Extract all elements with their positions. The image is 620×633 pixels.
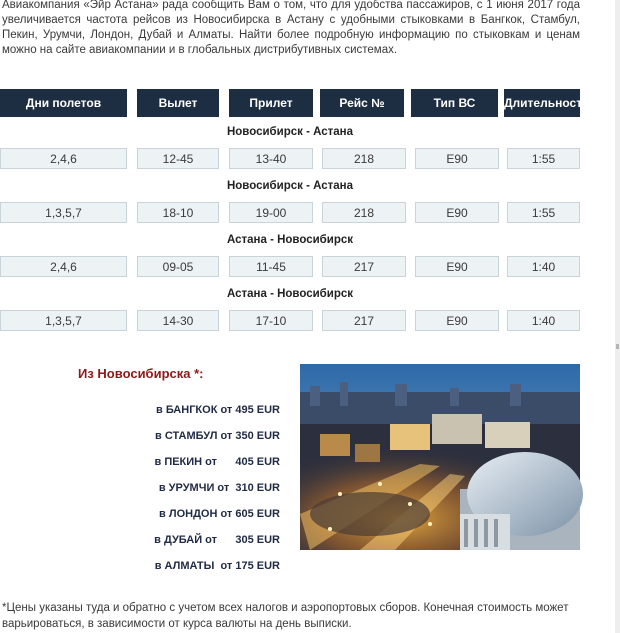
header-arrival: Прилет (229, 89, 313, 117)
route-title: Новосибирск - Астана (226, 126, 354, 138)
city-photo (300, 364, 580, 550)
header-departure: Вылет (137, 89, 219, 117)
cell-aircraft-type: E90 (415, 256, 499, 277)
price-item: в БАНГКОК от 495 EUR (156, 404, 280, 416)
cell-days: 2,4,6 (0, 256, 127, 277)
price-item: в СТАМБУЛ от 350 EUR (155, 430, 280, 442)
header-duration: Длительность (504, 89, 580, 117)
header-aircraft-type: Тип ВС (411, 89, 498, 117)
price-item: в ДУБАЙ от 305 EUR (154, 534, 280, 546)
header-flight-number: Рейс № (320, 89, 404, 117)
cell-days: 2,4,6 (0, 148, 127, 169)
cell-duration: 1:55 (507, 202, 580, 223)
cell-departure: 18-10 (137, 202, 219, 223)
cell-days: 1,3,5,7 (0, 310, 127, 331)
price-item: в УРУМЧИ от 310 EUR (158, 482, 280, 494)
route-title: Новосибирск - Астана (226, 180, 354, 192)
cell-departure: 12-45 (137, 148, 219, 169)
cell-departure: 09-05 (137, 256, 219, 277)
cell-aircraft-type: E90 (415, 310, 499, 331)
cell-flight-number: 217 (322, 310, 406, 331)
cell-arrival: 11-45 (229, 256, 313, 277)
cell-duration: 1:55 (507, 148, 580, 169)
route-title: Астана - Новосибирск (226, 234, 354, 246)
cell-arrival: 17-10 (229, 310, 313, 331)
cell-arrival: 13-40 (229, 148, 313, 169)
footnote: *Цены указаны туда и обратно с учетом всех налогов и аэропортовых сборов. Конечная стоимость может варьироваться, в зависимости от курса валюты на день выписки. (2, 602, 569, 630)
price-item: в ПЕКИН от 405 EUR (154, 456, 280, 468)
price-item: в ЛОНДОН от 605 EUR (159, 508, 280, 520)
prices-title: Из Новосибирска *: (78, 366, 204, 381)
cell-departure: 14-30 (137, 310, 219, 331)
cell-duration: 1:40 (507, 256, 580, 277)
cell-flight-number: 218 (322, 148, 406, 169)
cell-duration: 1:40 (507, 310, 580, 331)
price-item: в АЛМАТЫ от 175 EUR (154, 560, 280, 572)
cell-arrival: 19-00 (229, 202, 313, 223)
cell-aircraft-type: E90 (415, 148, 499, 169)
cell-aircraft-type: E90 (415, 202, 499, 223)
header-days: Дни полетов (0, 89, 127, 117)
cell-flight-number: 218 (322, 202, 406, 223)
intro-text: Авиакомпания «Эйр Астана» рада сообщить Вам о том, что для удобства пассажиров, с 1 июня 2017 года увеличивается частота рейсов из Новосибирска в Астану с удобными стыковками в Бангкок, Стамбул, Пекин, Урумчи, Лондон, Дубай и Алматы. Найти более подробную информацию по стыковкам и ценам можно на сайте авиакомпании и в глобальных дистрибутивных системах. (2, 0, 580, 56)
scrollbar-marker (616, 344, 619, 349)
route-title: Астана - Новосибирск (226, 288, 354, 300)
page-scrollbar[interactable] (615, 0, 620, 633)
cell-flight-number: 217 (322, 256, 406, 277)
cell-days: 1,3,5,7 (0, 202, 127, 223)
